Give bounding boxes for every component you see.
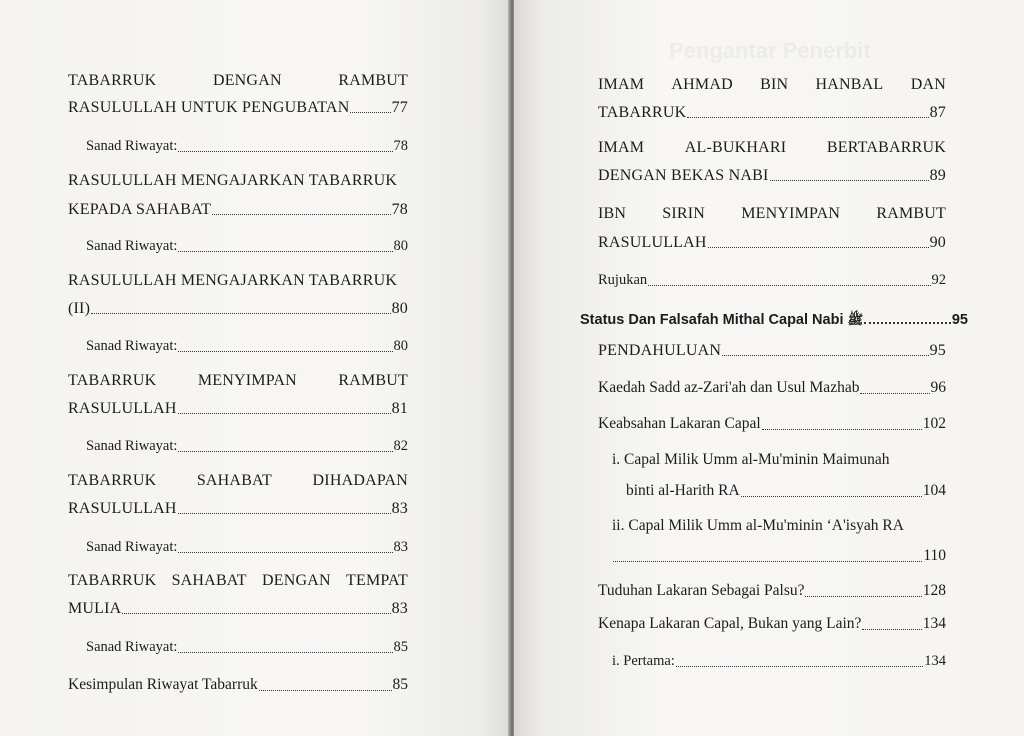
toc-heading-line: IBN SIRIN MENYIMPAN RAMBUT (598, 205, 946, 222)
toc-entry[interactable]: RASULULLAH UNTUK PENGUBATAN 77 (68, 99, 408, 116)
toc-entry[interactable]: Kaedah Sadd az-Zari'ah dan Usul Mazhab 96 (598, 379, 946, 396)
toc-entry[interactable]: Kesimpulan Riwayat Tabarruk 85 (68, 676, 408, 693)
toc-subentry[interactable]: Sanad Riwayat: 78 (86, 138, 408, 154)
page-number: 102 (922, 415, 946, 432)
page-number: 95 (929, 342, 946, 359)
page-number: 134 (924, 653, 946, 669)
toc-entry[interactable]: Keabsahan Lakaran Capal 102 (598, 415, 946, 432)
toc-subentry[interactable]: binti al-Harith RA 104 (626, 482, 946, 499)
toc-heading-line: TABARRUK DENGAN RAMBUT (68, 72, 408, 89)
toc-entry[interactable]: KEPADA SAHABAT 78 (68, 201, 408, 218)
page-number: 134 (922, 615, 946, 632)
toc-heading-line: RASULULLAH MENGAJARKAN TABARRUK (68, 272, 398, 289)
bleed-through-title: Pengantar Penerbit (669, 38, 871, 63)
page-number: 92 (931, 272, 946, 288)
toc-entry[interactable]: TABARRUK 87 (598, 104, 946, 121)
page-number: 77 (391, 99, 408, 116)
toc-heading-line: TABARRUK SAHABAT DIHADAPAN (68, 472, 408, 489)
page-number: 80 (393, 238, 408, 254)
page-number: 95 (951, 312, 968, 328)
toc-subentry[interactable]: i. Pertama: 134 (612, 653, 946, 669)
right-page (514, 0, 1024, 736)
toc-subentry[interactable] (612, 546, 946, 566)
toc-subentry[interactable]: Sanad Riwayat: 85 (86, 639, 408, 655)
page-number: 128 (922, 582, 946, 599)
toc-subentry[interactable]: Sanad Riwayat: 83 (86, 539, 408, 555)
toc-heading-line: TABARRUK MENYIMPAN RAMBUT (68, 372, 408, 389)
toc-subentry[interactable]: Rujukan 92 (598, 272, 946, 288)
left-page (0, 0, 510, 736)
toc-subentry-line: ii. Capal Milik Umm al-Mu'minin ‘A'isyah RA (612, 517, 904, 534)
page-number: 82 (393, 438, 408, 454)
toc-entry[interactable]: PENDAHULUAN 95 (598, 342, 946, 359)
page-number: 110 (923, 547, 946, 564)
toc-subentry[interactable]: Sanad Riwayat: 80 (86, 338, 408, 354)
toc-subentry[interactable]: Sanad Riwayat: 80 (86, 238, 408, 254)
page-number: 90 (929, 234, 946, 251)
toc-subentry[interactable]: Sanad Riwayat: 82 (86, 438, 408, 454)
page-number: 78 (393, 138, 408, 154)
page-number: 89 (929, 167, 946, 184)
toc-heading-line: RASULULLAH MENGAJARKAN TABARRUK (68, 172, 398, 189)
page-number: 78 (391, 201, 408, 218)
toc-entry[interactable]: RASULULLAH 83 (68, 500, 408, 517)
toc-entry[interactable]: MULIA 83 (68, 600, 408, 617)
page-number: 83 (391, 600, 408, 617)
page-number: 87 (929, 104, 946, 121)
toc-heading-line: IMAM AHMAD BIN HANBAL DAN (598, 76, 946, 93)
toc-entry[interactable]: RASULULLAH 90 (598, 234, 946, 251)
toc-heading-line: IMAM AL-BUKHARI BERTABARRUK (598, 139, 946, 156)
toc-entry[interactable]: (II) 80 (68, 300, 408, 317)
salawat-symbol: ﷺ (847, 313, 864, 328)
page-number: 80 (393, 338, 408, 354)
page-number: 80 (391, 300, 408, 317)
page-number: 96 (930, 379, 946, 396)
page-number: 85 (392, 676, 408, 693)
toc-entry[interactable]: Tuduhan Lakaran Sebagai Palsu? 128 (598, 582, 946, 599)
toc-entry[interactable]: RASULULLAH 81 (68, 400, 408, 417)
page-number: 83 (391, 500, 408, 517)
page-number: 83 (393, 539, 408, 555)
toc-entry[interactable]: DENGAN BEKAS NABI 89 (598, 167, 946, 184)
page-number: 104 (922, 482, 946, 499)
toc-subentry-line: i. Capal Milik Umm al-Mu'minin Maimunah (612, 451, 890, 468)
page-number: 85 (393, 639, 408, 655)
page-number: 81 (391, 400, 408, 417)
toc-entry[interactable]: Kenapa Lakaran Capal, Bukan yang Lain? 134 (598, 615, 946, 632)
toc-heading-line: TABARRUK SAHABAT DENGAN TEMPAT (68, 572, 408, 589)
toc-chapter[interactable]: Status Dan Falsafah Mithal Capal Nabi ﷺ 95 (580, 312, 968, 328)
